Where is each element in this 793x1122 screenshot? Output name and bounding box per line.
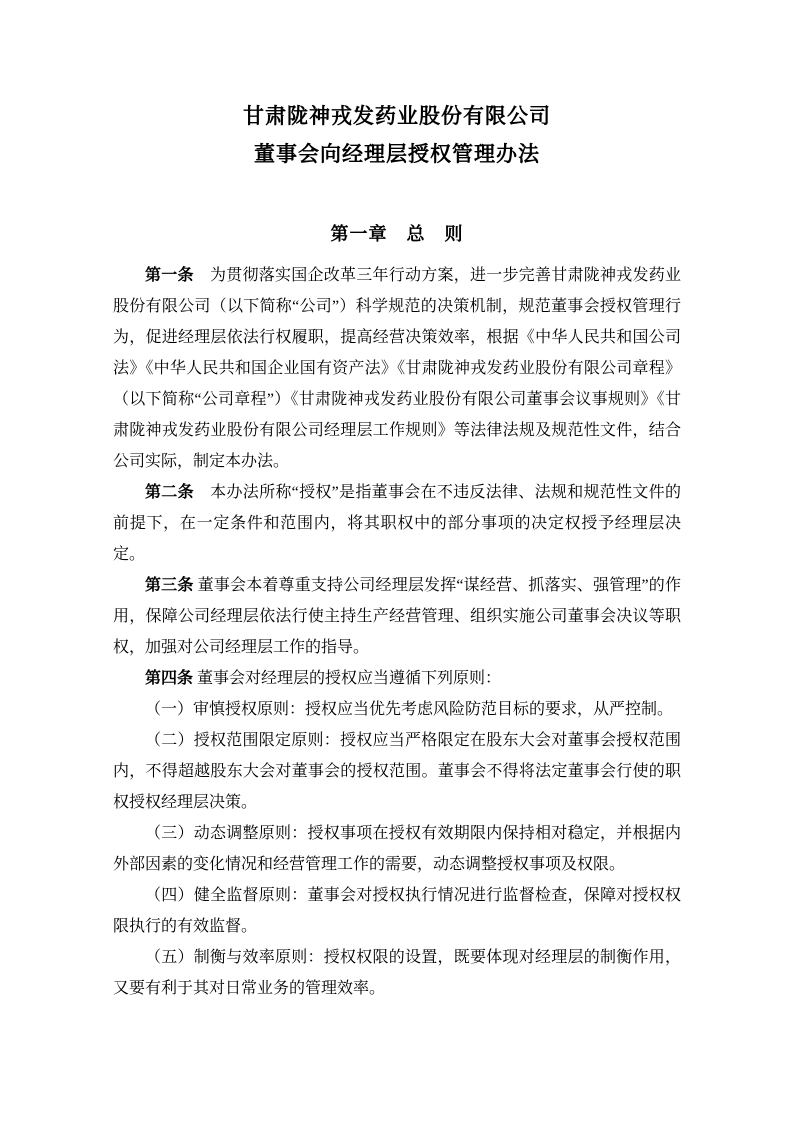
article-number-label: 第一条 <box>145 267 194 284</box>
article-text: 董事会对经理层的授权应当遵循下列原则： <box>193 670 502 687</box>
article-text: 董事会本着尊重支持公司经理层发挥“谋经营、抓落实、强管理”的作用，保障公司经理层依法行使主持生产经营管理、组织实施公司董事会决议等职权，加强对公司经理层工作的指导。 <box>113 577 681 656</box>
chapter-body <box>113 260 681 1004</box>
article-text: 本办法所称“授权”是指董事会在不违反法律、法规和规范性文件的前提下，在一定条件和范围内，将其职权中的部分事项的决定权授予经理层决定。 <box>113 484 681 563</box>
article-paragraph-3 <box>113 570 681 663</box>
article-text: （五）制衡与效率原则：授权权限的设置，既要体现对经理层的制衡作用，又要有利于其对日常业务的管理效率。 <box>113 949 681 997</box>
article-text: （一）审慎授权原则：授权应当优先考虑风险防范目标的要求，从严控制。 <box>145 701 674 718</box>
principle-item-5 <box>113 942 681 1004</box>
principle-item-2 <box>113 725 681 818</box>
article-text: （三）动态调整原则：授权事项在授权有效期限内保持相对稳定，并根据内外部因素的变化情况和经营管理工作的需要，动态调整授权事项及权限。 <box>113 825 681 873</box>
article-number-label: 第三条 <box>145 577 194 594</box>
article-text: （二）授权范围限定原则：授权应当严格限定在股东大会对董事会授权范围内，不得超越股东大会对董事会的授权范围。董事会不得将法定董事会行使的职权授权经理层决策。 <box>113 732 681 811</box>
chapter-heading: 第一章 总 则 <box>330 224 464 244</box>
principle-item-4 <box>113 880 681 942</box>
article-text: （四）健全监督原则：董事会对授权执行情况进行监督检查，保障对授权权限执行的有效监督。 <box>113 887 681 935</box>
document-title <box>113 97 681 173</box>
document-title-line1: 甘肃陇神戎发药业股份有限公司 <box>243 104 551 128</box>
article-number-label: 第二条 <box>145 484 194 501</box>
article-paragraph-4 <box>113 663 681 694</box>
principle-item-3 <box>113 818 681 880</box>
article-paragraph-2 <box>113 477 681 570</box>
article-text: 为贯彻落实国企改革三年行动方案，进一步完善甘肃陇神戎发药业股份有限公司（以下简称“公司”）科学规范的决策机制，规范董事会授权管理行为，促进经理层依法行权履职，提高经营决策效率，根据《中华人民共和国公司法》《中华人民共和国企业国有资产法》《甘肃陇神戎发药业股份有限公司章程》（以下简称“公司章程”）《甘肃陇神戎发药业股份有限公司董事会议事规则》《甘肃陇神戎发药业股份有限公司经理层工作规则》等法律法规及规范性文件，结合公司实际，制定本办法。 <box>113 267 681 470</box>
article-paragraph-1 <box>113 260 681 477</box>
article-number-label: 第四条 <box>145 670 194 687</box>
document-title-line2: 董事会向经理层授权管理办法 <box>254 142 540 166</box>
principle-item-1 <box>113 694 681 725</box>
